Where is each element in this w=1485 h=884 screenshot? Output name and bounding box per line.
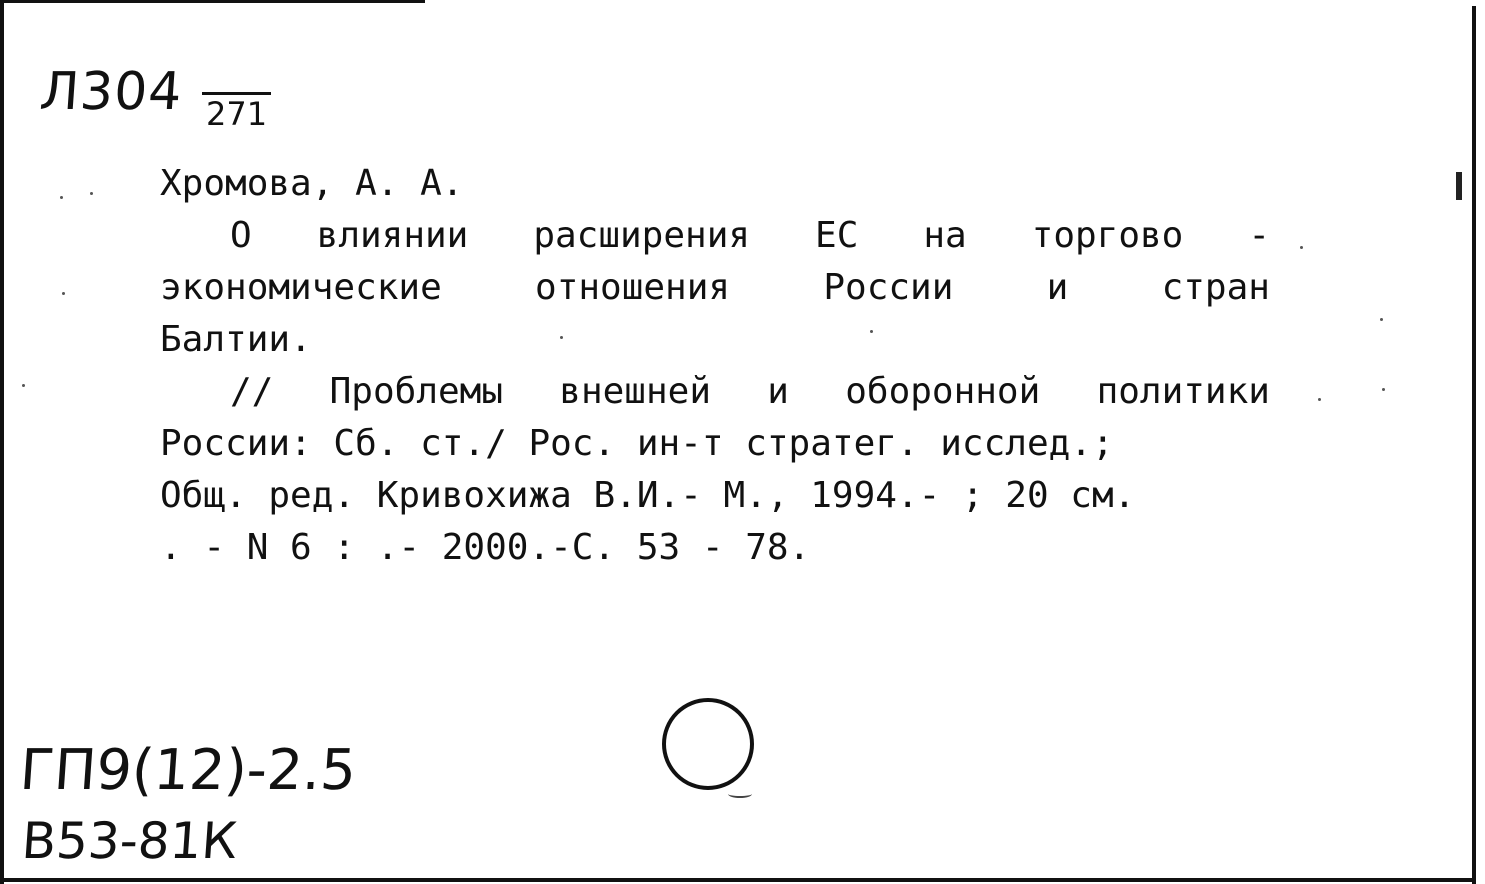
scan-speck <box>60 196 63 199</box>
source-word: политики <box>1096 371 1270 412</box>
card-border-left <box>0 0 4 884</box>
punch-hole-shadow <box>728 790 752 798</box>
title-word: расширения <box>533 215 751 256</box>
title-word: экономические <box>160 267 442 308</box>
edge-mark <box>1456 172 1462 200</box>
title-word: России <box>823 267 954 308</box>
source-line-2: России: Сб. ст./ Рос. ин-т стратег. исслед.; <box>160 423 1114 464</box>
scan-speck <box>560 336 563 339</box>
scan-speck <box>22 384 25 387</box>
scan-speck <box>870 330 873 333</box>
title-word: на <box>923 215 967 256</box>
card-border-right <box>1472 6 1476 884</box>
scan-speck <box>1382 388 1385 391</box>
source-word: и <box>767 371 789 412</box>
shelfmark-subnumber: 271 <box>202 92 271 133</box>
title-word: отношения <box>535 267 731 308</box>
author-line: Хромова, А. А. <box>160 163 464 204</box>
title-word: торгово <box>1031 215 1184 256</box>
source-line-1 <box>160 366 1270 418</box>
title-line-1 <box>160 210 1270 262</box>
scan-speck <box>90 192 93 195</box>
title-line-2 <box>160 262 1270 314</box>
title-line-3: Балтии. <box>160 319 312 360</box>
title-word: влиянии <box>316 215 469 256</box>
scan-speck <box>62 292 65 295</box>
inventory-number: В53-81К <box>19 812 240 870</box>
card-border-bottom <box>0 878 1476 882</box>
shelfmark: Л304 <box>37 62 185 122</box>
scan-speck <box>1300 246 1303 249</box>
source-word: оборонной <box>845 371 1041 412</box>
title-word: и <box>1046 267 1069 308</box>
scan-speck <box>1318 398 1321 401</box>
source-word: Проблемы <box>329 371 504 412</box>
source-line-4: . - N 6 : .- 2000.-С. 53 - 78. <box>160 527 811 568</box>
bibliographic-entry <box>160 158 1270 574</box>
scan-speck <box>1380 318 1383 321</box>
title-word: ЕС <box>815 215 859 256</box>
punch-hole <box>662 698 754 790</box>
source-word: внешней <box>559 371 711 412</box>
card-border-top <box>0 0 425 3</box>
title-word: - <box>1248 215 1270 256</box>
source-word: // <box>230 371 274 412</box>
title-word: О <box>230 215 252 256</box>
title-word: стран <box>1161 267 1270 308</box>
classification-code: ГП9(12)-2.5 <box>17 738 359 803</box>
source-line-3: Общ. ред. Кривохижа В.И.- М., 1994.- ; 20 см. <box>160 475 1136 516</box>
